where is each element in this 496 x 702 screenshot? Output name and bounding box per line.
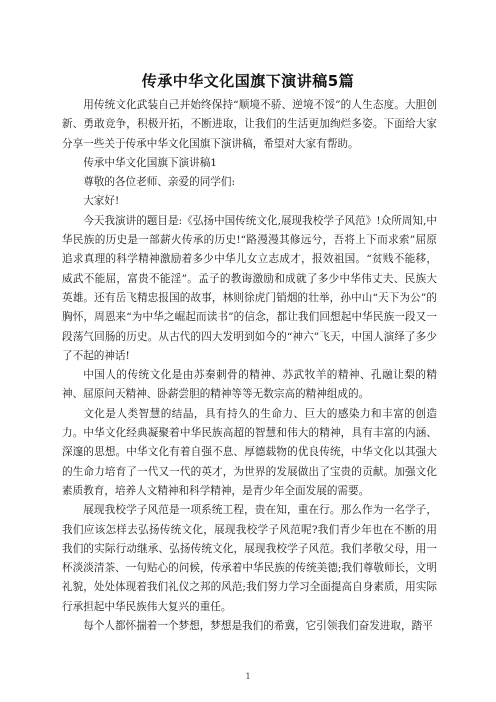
section-heading: 传承中华文化国旗下演讲稿1 [83, 156, 218, 169]
greeting: 大家好! [83, 195, 120, 208]
page-number: 1 [245, 672, 251, 681]
intro-paragraph: 用传统文化武装自己并始终保持“顺境不骄、逆境不馁”的人生态度。大胆创新、勇敢竞争，积极开拓，不断进取，让我们的生活更加绚烂多姿。下面给大家分享一些关于传承中华文化国旗下演讲稿，希望对大家有帮助。 [62, 99, 437, 150]
document-body [62, 96, 437, 636]
salutation: 尊敬的各位老师、亲爱的同学们: [83, 176, 236, 189]
document-title: 传承中华文化国旗下演讲稿5篇 [141, 72, 355, 90]
body-paragraph: 每个人都怀揣着一个梦想，梦想是我们的希冀，它引领我们奋发进取，踏平 [83, 620, 433, 633]
body-paragraph: 中国人的传统文化是由苏秦刺骨的精神、苏武牧羊的精神、孔融让梨的精神、屈原问天精神、卧薪尝胆的精神等等无数宗高的精神组成的。 [62, 369, 437, 401]
body-paragraph: 今天我演讲的题目是:《弘扬中国传统文化,展现我校学子风范》!众所周知,中华民族的历史是一部薪火传承的历史!“路漫漫其修远兮，吾将上下而求索”屈原追求真理的科学精神激励着多少中华儿女立志成才，报效祖国。“贫贱不能移，威武不能屈，富贵不能淫”。孟子的教诲激励和成就了多少中华伟丈夫、民族大英雄。还有岳飞精忠报国的故事，林则徐虎门销烟的壮举，孙中山“天下为公”的胸怀，周恩来“为中华之崛起而读书”的信念，都让我们回想起中华民族一段又一段荡气回肠的历史。从古代的四大发明到如今的“神六”飞天，中国人演绎了多少了不起的神话! [62, 214, 437, 362]
body-paragraph: 文化是人类智慧的结晶，具有持久的生命力、巨大的感染力和丰富的创造力。中华文化经典凝聚着中华民族高超的智慧和伟大的精神，具有丰富的内涵、深邃的思想。中华文化有着自强不息、厚德载物的优良传统，中华文化以其强大的生命力培育了一代又一代的英才，为世界的发展做出了宝贵的贡献。加强文化素质教育，培养人文精神和科学精神，是青少年全面发展的需要。 [62, 407, 437, 497]
body-paragraph: 展现我校学子风范是一项系统工程，贵在知，重在行。那么作为一名学子，我们应该怎样去弘扬传统文化，展现我校学子风范呢?我们青少年也在不断的用我们的实际行动继承、弘扬传统文化，展现我校学子风范。我们孝敬父母，用一杯淡淡清茶、一句贴心的问候，传承着中华民族的传统美德;我们尊敬师长，文明礼貌，处处体现着我们礼仪之邦的风范;我们努力学习全面提高自身素质，用实际行承担起中华民族伟大复兴的重任。 [62, 504, 437, 613]
